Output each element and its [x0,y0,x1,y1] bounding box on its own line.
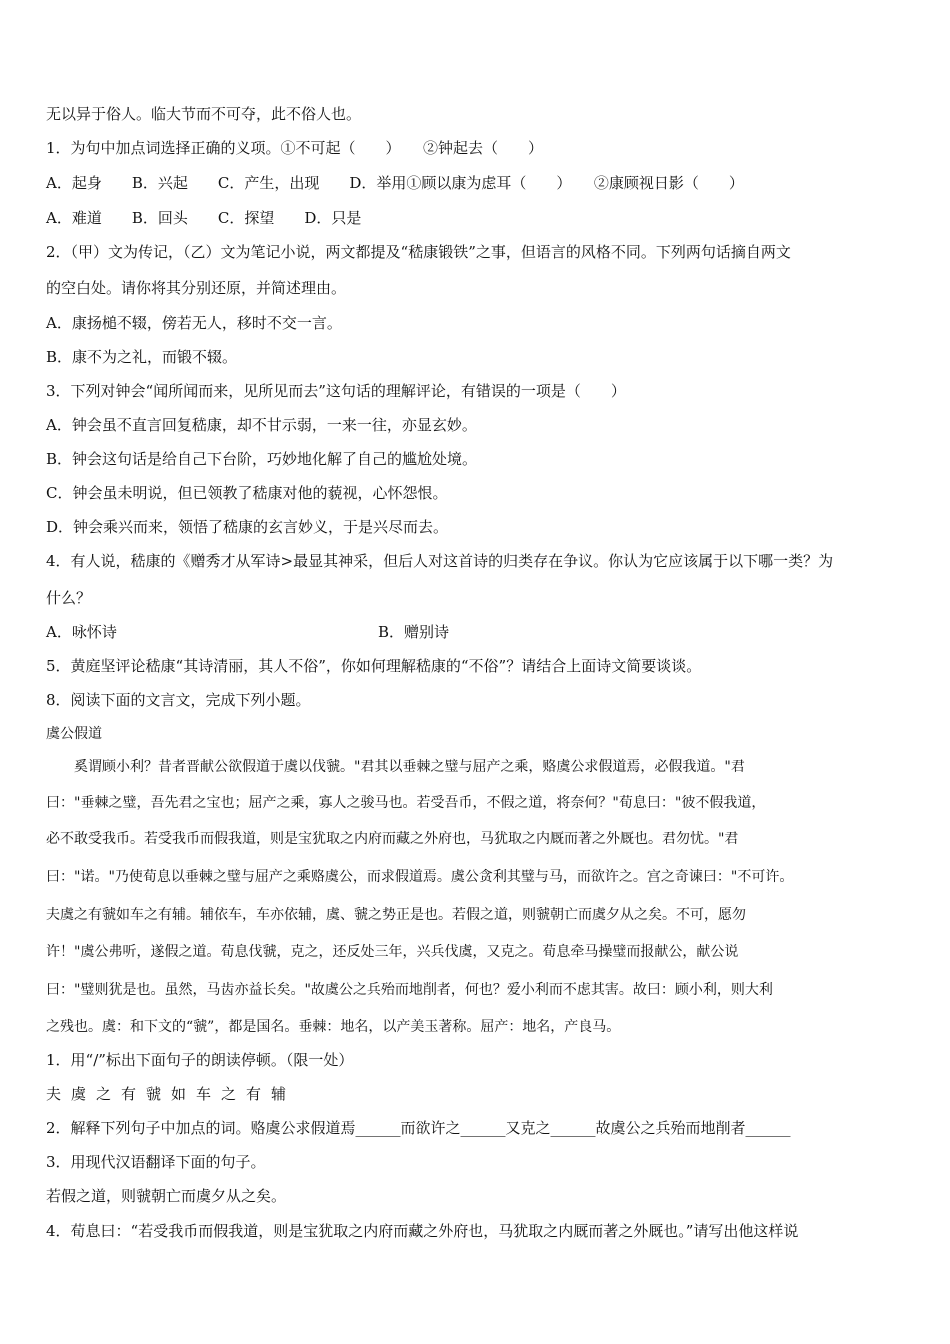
question-line: 2．（甲）文为传记，（乙）文为笔记小说，两文都提及“嵇康锻铁”之事，但语言的风格不同。下列两句话摘自两文 [46,243,791,261]
option-line: B．康不为之礼，而锻不辍。 [46,348,238,366]
question-line: 2．解释下列句子中加点的词。赂虞公求假道焉______而欲许之______又克之______故虞公之兵殆而地削者______ [46,1119,791,1137]
question-line: 1．为句中加点词选择正确的义项。①不可起（ ） ②钟起去（ ） [46,139,544,157]
footnote-line: 之残也。虞：和下文的“虢”，都是国名。垂棘：地名，以产美玉著称。屈产：地名，产良马。 [46,1019,621,1035]
section-heading: 8．阅读下面的文言文，完成下列小题。 [46,691,311,709]
text-line: 的空白处。请你将其分别还原，并简述理由。 [46,279,347,297]
text-line: 什么？ [46,589,92,607]
passage-title: 虞公假道 [46,726,102,742]
option-line: D．钟会乘兴而来，领悟了嵇康的玄言妙义，于是兴尽而去。 [46,518,449,536]
passage-line: 曰："垂棘之璧，吾先君之宝也；屈产之乘，寡人之骏马也。若受吾币，不假之道，将奈何？"荀息曰："彼不假我道， [46,795,766,811]
passage-line: 曰："诺。"乃使荀息以垂棘之璧与屈产之乘赂虞公，而求假道焉。虞公贪利其璧与马，而欲许之。宫之奇谏曰："不可许。 [46,869,794,885]
option-line: B．钟会这句话是给自己下台阶，巧妙地化解了自己的尴尬处境。 [46,450,478,468]
option-line: A．康扬槌不辍，傍若无人，移时不交一言。 [46,314,342,332]
sentence-line: 夫虞之有虢如车之有辅 [46,1085,297,1103]
passage-line: 许！"虞公弗听，遂假之道。荀息伐虢，克之，还反处三年，兴兵伐虞，又克之。荀息牵马操璧而报献公，献公说 [46,944,739,960]
question-line: 5．黄庭坚评论嵇康“其诗清丽，其人不俗”，你如何理解嵇康的“不俗”？请结合上面诗文简要谈谈。 [46,657,702,675]
option-line: A．难道 B．回头 C．探望 D．只是 [46,209,362,227]
text-line: 无以异于俗人。临大节而不可夺，此不俗人也。 [46,105,362,123]
question-line: 1．用“/”标出下面句子的朗读停顿。（限一处） [46,1051,354,1069]
passage-line: 夫虞之有虢如车之有辅。辅依车，车亦依辅，虞、虢之势正是也。若假之道，则虢朝亡而虞夕从之矣。不可，愿勿 [46,907,746,923]
question-line: 3．用现代汉语翻译下面的句子。 [46,1153,266,1171]
passage-line: 奚谓顾小利？昔者晋献公欲假道于虞以伐虢。"君其以垂棘之璧与屈产之乘，赂虞公求假道焉，必假我道。"君 [46,759,745,775]
option-line: A．钟会虽不直言回复嵇康，却不甘示弱，一来一往，亦显玄妙。 [46,416,477,434]
question-line: 3．下列对钟会“闻所闻而来，见所见而去”这句话的理解评论，有错误的一项是（ ） [46,382,626,400]
question-line: 4．有人说，嵇康的《赠秀才从军诗>最显其神采，但后人对这首诗的归类存在争议。你认为它应该属于以下哪一类？为 [46,552,834,570]
q4-option-a: A．咏怀诗 [46,623,117,641]
option-line: C．钟会虽未明说，但已领教了嵇康对他的藐视，心怀怨恨。 [46,484,448,502]
passage-line: 曰："璧则犹是也。虽然，马齿亦益长矣。"故虞公之兵殆而地削者，何也？爱小利而不虑其害。故曰：顾小利，则大利 [46,982,773,998]
q4-option-b: B．赠别诗 [378,623,450,641]
passage-line: 必不敢受我币。若受我币而假我道，则是宝犹取之内府而藏之外府也，马犹取之内厩而著之外厩也。君勿忧。"君 [46,831,739,847]
option-line: A．起身 B．兴起 C．产生，出现 D．举用①顾以康为虑耳（ ） ②康顾视日影（ ） [46,174,744,192]
question-line: 4．荀息曰：“若受我币而假我道，则是宝犹取之内府而藏之外府也，马犹取之内厩而著之外厩也。”请写出他这样说 [46,1222,799,1240]
sentence-line: 若假之道，则虢朝亡而虞夕从之矣。 [46,1187,287,1205]
